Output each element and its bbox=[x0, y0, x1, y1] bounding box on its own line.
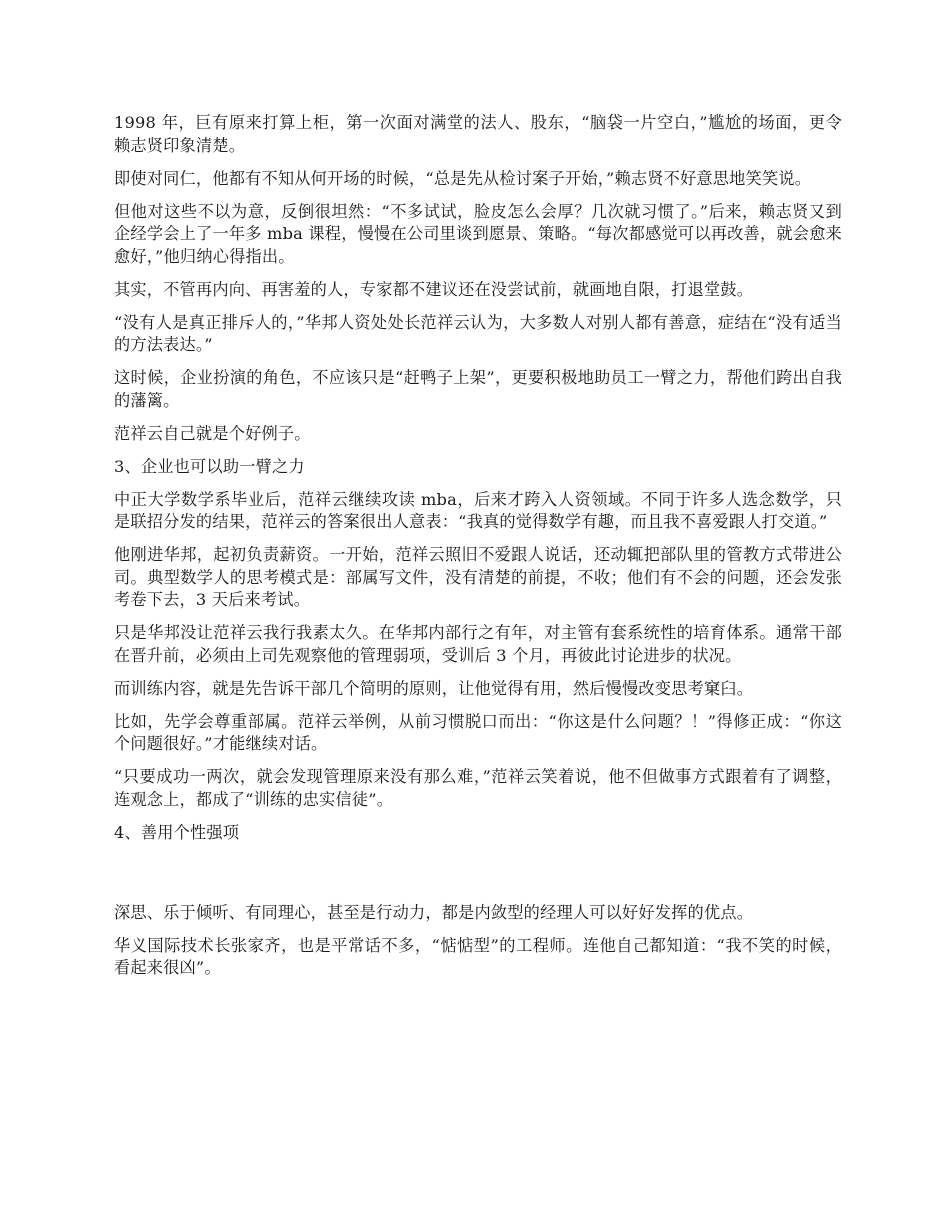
paragraph: 华义国际技术长张家齐，也是平常话不多，“惦惦型”的工程师。连他自己都知道：“我不笑的时候，看起来很凶”。 bbox=[114, 935, 842, 977]
paragraph: 即使对同仁，他都有不知从何开场的时候，“总是先从检讨案子开始，”赖志贤不好意思地笑笑说。 bbox=[114, 168, 812, 188]
section-heading: 4、善用个性强项 bbox=[114, 822, 240, 842]
paragraph: 其实，不管再内向、再害羞的人，专家都不建议还在没尝试前，就画地自限，打退堂鼓。 bbox=[114, 279, 754, 299]
paragraph: “没有人是真正排斥人的，”华邦人资处处长范祥云认为，大多数人对别人都有善意，症结在“没有适当的方法表达。” bbox=[114, 312, 842, 354]
document-page bbox=[114, 112, 842, 990]
paragraph: 范祥云自己就是个好例子。 bbox=[114, 423, 311, 443]
paragraph: 深思、乐于倾听、有同理心，甚至是行动力，都是内敛型的经理人可以好好发挥的优点。 bbox=[114, 902, 754, 922]
paragraph: 1998 年，巨有原来打算上柜，第一次面对满堂的法人、股东，“脑袋一片空白，”尴尬的场面，更令赖志贤印象清楚。 bbox=[114, 113, 842, 155]
paragraph: “只要成功一两次，就会发现管理原来没有那么难，”范祥云笑着说，他不但做事方式跟着有了调整，连观念上，都成了“训练的忠实信徒”。 bbox=[114, 767, 842, 809]
paragraph: 但他对这些不以为意，反倒很坦然：“不多试试，脸皮怎么会厚？几次就习惯了。”后来，赖志贤又到企经学会上了一年多 mba 课程，慢慢在公司里谈到愿景、策略。“每次都感觉可以再改善，就会愈来愈好，”他归纳心得指出。 bbox=[114, 201, 842, 266]
paragraph: 这时候，企业扮演的角色，不应该只是“赶鸭子上架”，更要积极地助员工一臂之力，帮他们跨出自我的藩篱。 bbox=[114, 368, 842, 410]
paragraph: 他刚进华邦，起初负责薪资。一开始，范祥云照旧不爱跟人说话，还动辄把部队里的管教方式带进公司。典型数学人的思考模式是：部属写文件，没有清楚的前提，不收；他们有不会的问题，还会发张考卷下去，3 天后来考试。 bbox=[114, 545, 842, 609]
paragraph: 只是华邦没让范祥云我行我素太久。在华邦内部行之有年，对主管有套系统性的培育体系。通常干部在晋升前，必须由上司先观察他的管理弱项，受训后 3 个月，再彼此讨论进步的状况。 bbox=[114, 623, 842, 665]
paragraph: 中正大学数学系毕业后，范祥云继续攻读 mba，后来才跨入人资领域。不同于许多人选念数学，只是联招分发的结果，范祥云的答案很出人意表：“我真的觉得数学有趣，而且我不喜爱跟人打交道。” bbox=[114, 489, 842, 531]
section-heading: 3、企业也可以助一臂之力 bbox=[114, 456, 305, 476]
blank-space bbox=[114, 855, 842, 902]
paragraph: 比如，先学会尊重部属。范祥云举例，从前习惯脱口而出：“你这是什么问题？！”得修正成：“你这个问题很好。”才能继续对话。 bbox=[114, 711, 842, 753]
paragraph: 而训练内容，就是先告诉干部几个简明的原则，让他觉得有用，然后慢慢改变思考窠臼。 bbox=[114, 678, 754, 698]
